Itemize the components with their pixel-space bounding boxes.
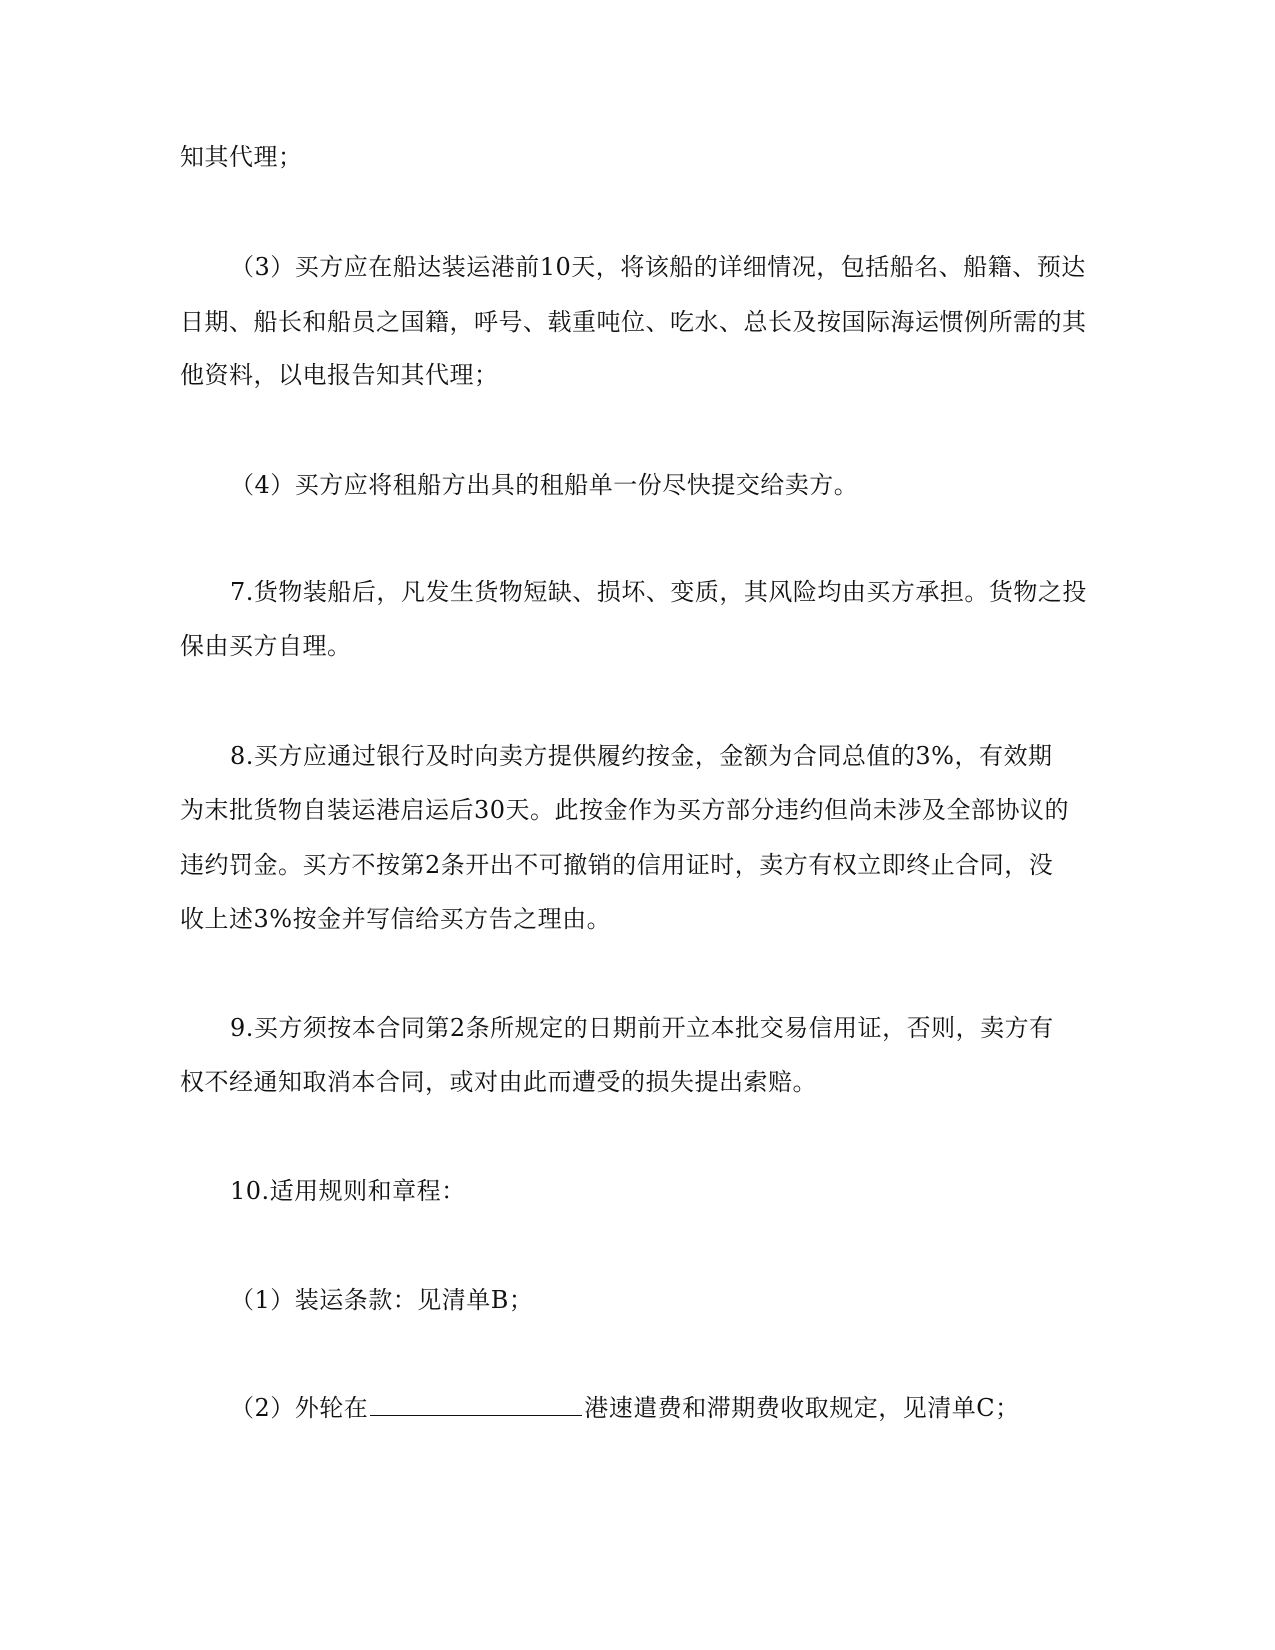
line-suffix: 港速遣费和滞期费收取规定，见清单C； (584, 1394, 1020, 1422)
paragraph-line: （4）买方应将租船方出具的租船单一份尽快提交给卖方。 (230, 471, 859, 499)
paragraph-line: 他资料，以电报告知其代理； (180, 361, 499, 389)
paragraph-line: 知其代理； (180, 143, 303, 171)
paragraph-line: 8.买方应通过银行及时向卖方提供履约按金，金额为合同总值的3%，有效期 (230, 742, 1053, 770)
paragraph-line: 权不经通知取消本合同，或对由此而遭受的损失提出索赔。 (180, 1068, 817, 1096)
paragraph-line: 违约罚金。买方不按第2条开出不可撤销的信用证时，卖方有权立即终止合同，没 (180, 851, 1054, 879)
line-prefix: （2）外轮在 (230, 1394, 369, 1422)
paragraph-line: 10.适用规则和章程： (230, 1177, 466, 1205)
paragraph-line: 收上述3%按金并写信给买方告之理由。 (180, 905, 612, 933)
paragraph-line: 为末批货物自装运港启运后30天。此按金作为买方部分违约但尚未涉及全部协议的 (180, 796, 1070, 824)
paragraph-line: 日期、船长和船员之国籍，呼号、载重吨位、吃水、总长及按国际海运惯例所需的其 (180, 308, 1087, 336)
paragraph-line: 7.货物装船后，凡发生货物短缺、损坏、变质，其风险均由买方承担。货物之投 (230, 578, 1087, 606)
paragraph-line: 保由买方自理。 (180, 632, 352, 660)
paragraph-line: （3）买方应在船达装运港前10天，将该船的详细情况，包括船名、船籍、预达 (230, 253, 1086, 281)
paragraph-line: （1）装运条款：见清单B； (230, 1286, 534, 1314)
paragraph-line-with-blank (230, 1392, 1020, 1424)
paragraph-line: 9.买方须按本合同第2条所规定的日期前开立本批交易信用证，否则，卖方有 (230, 1014, 1054, 1042)
fill-in-blank[interactable] (370, 1393, 582, 1416)
